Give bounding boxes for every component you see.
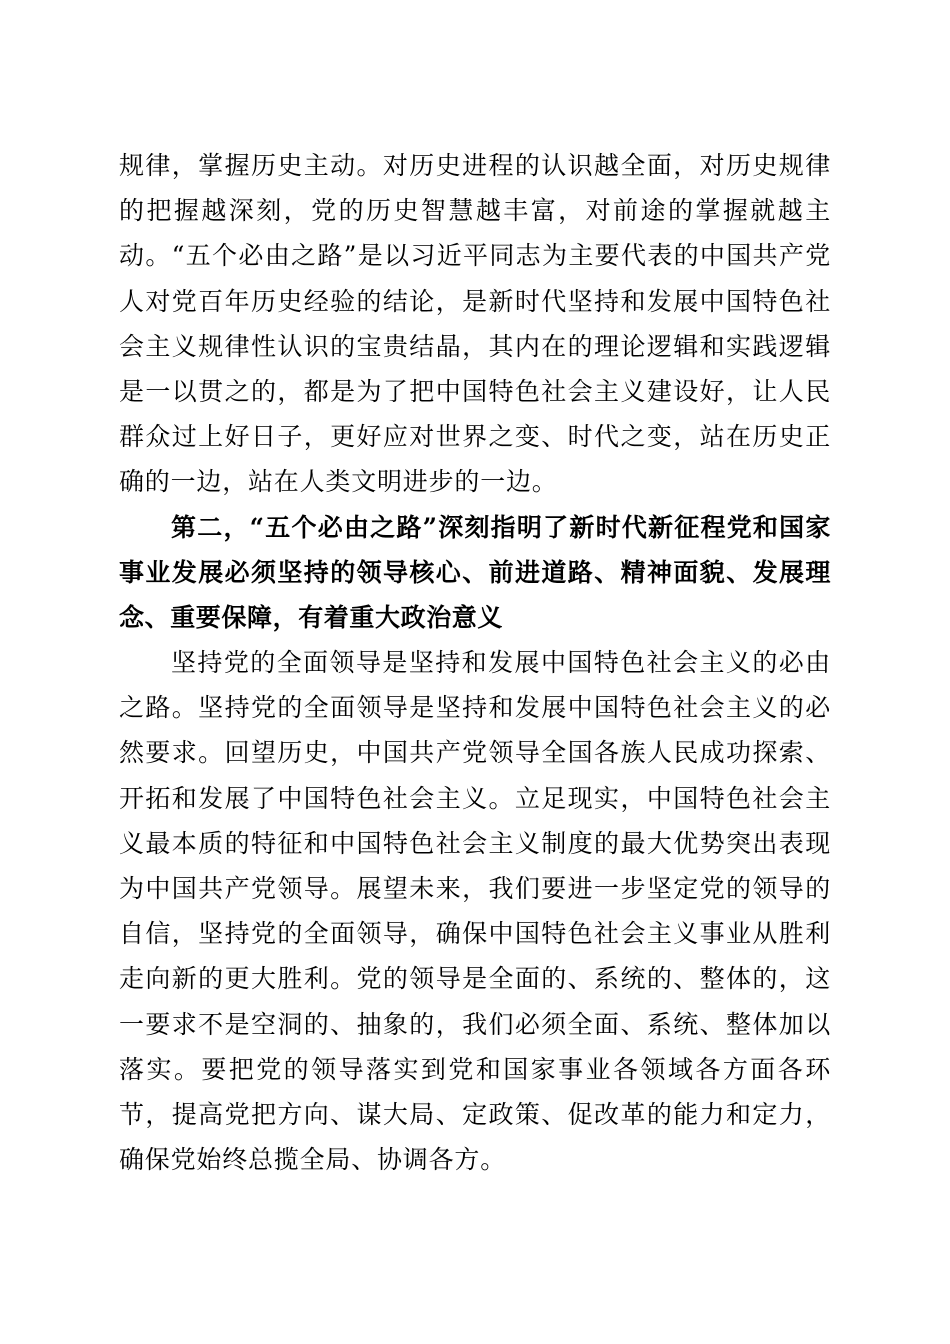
section-heading: 第二，“五个必由之路”深刻指明了新时代新征程党和国家事业发展必须坚持的领导核心、前进道路、精神面貌、发展理念、重要保障，有着重大政治意义 [119,513,831,633]
body-paragraph: 坚持党的全面领导是坚持和发展中国特色社会主义的必由之路。坚持党的全面领导是坚持和发展中国特色社会主义的必然要求。回望历史，中国共产党领导全国各族人民成功探索、开拓和发展了中国特色社会主义。立足现实，中国特色社会主义最本质的特征和中国特色社会主义制度的最大优势突出表现为中国共产党领导。展望未来，我们要进一步坚定党的领导的自信，坚持党的全面领导，确保中国特色社会主义事业从胜利走向新的更大胜利。党的领导是全面的、系统的、整体的，这一要求不是空洞的、抽象的，我们必须全面、系统、整体加以落实。要把党的领导落实到党和国家事业各领域各方面各环节，提高党把方向、谋大局、定政策、促改革的能力和定力，确保党始终总揽全局、协调各方。 [119,648,831,1175]
body-paragraph-continuation: 规律，掌握历史主动。对历史进程的认识越全面，对历史规律的把握越深刻，党的历史智慧越丰富，对前途的掌握就越主动。“五个必由之路”是以习近平同志为主要代表的中国共产党人对党百年历史经验的结论，是新时代坚持和发展中国特色社会主义规律性认识的宝贵结晶，其内在的理论逻辑和实践逻辑是一以贯之的，都是为了把中国特色社会主义建设好，让人民群众过上好日子，更好应对世界之变、时代之变，站在历史正确的一边，站在人类文明进步的一边。 [119,151,831,497]
